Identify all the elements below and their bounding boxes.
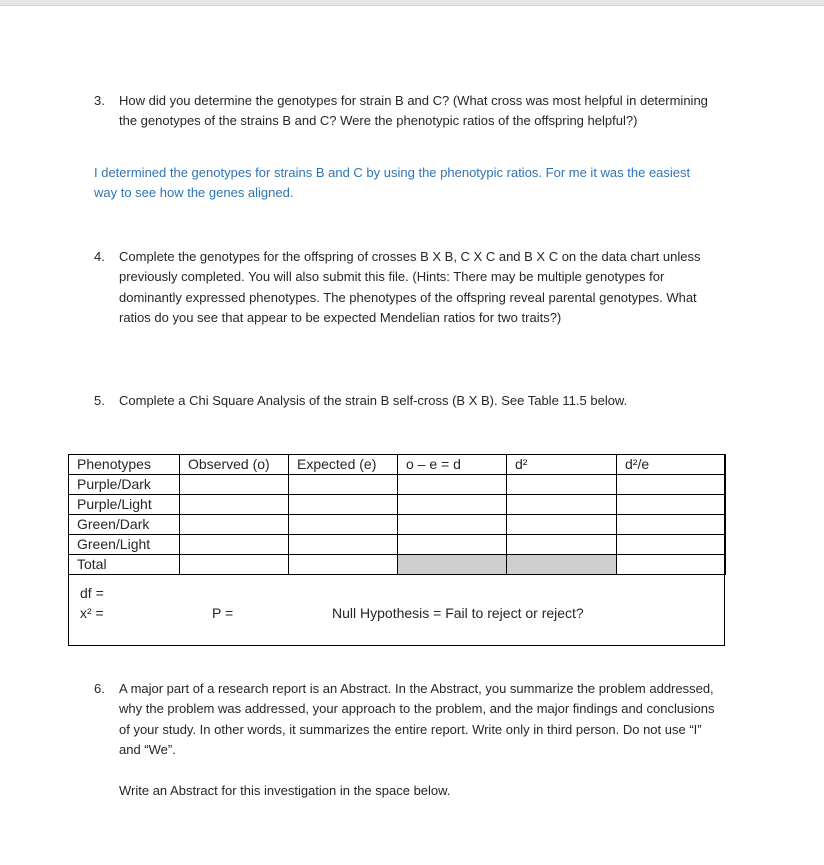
table-cell[interactable] <box>289 495 398 515</box>
row-label: Green/Dark <box>69 515 180 535</box>
shaded-cell <box>507 555 617 575</box>
table-row-total <box>69 555 726 575</box>
table-cell[interactable] <box>398 495 507 515</box>
question-5 <box>94 391 719 411</box>
chi-square-label: x² = <box>80 605 104 621</box>
table-cell[interactable] <box>507 535 617 555</box>
table-cell[interactable] <box>289 475 398 495</box>
table-header-row <box>69 455 726 475</box>
header-cell: d²/e <box>617 455 726 475</box>
question-text: A major part of a research report is an Abstract. In the Abstract, you summarize the problem addressed, why the problem was addressed, your approach to the problem, and the major findings and conclusions of your study. In other words, it summarizes the entire report. Write only in third person. Do not use “I” and “We”. <box>119 681 715 757</box>
table-cell[interactable] <box>289 555 398 575</box>
table-cell[interactable] <box>289 535 398 555</box>
instruction-text: Write an Abstract for this investigation in the space below. <box>119 783 451 798</box>
question-number: 4. <box>94 249 105 264</box>
shaded-cell <box>398 555 507 575</box>
table-cell[interactable] <box>180 495 289 515</box>
answer-3[interactable]: I determined the genotypes for strains B and C by using the phenotypic ratios. For me it was the easiest way to see how the genes aligned. <box>94 165 691 201</box>
table-cell[interactable] <box>617 555 726 575</box>
table-cell[interactable] <box>398 535 507 555</box>
question-number: 5. <box>94 393 105 408</box>
table-cell[interactable] <box>617 535 726 555</box>
p-value-label: P = <box>212 605 234 621</box>
table-cell[interactable] <box>507 515 617 535</box>
row-label: Purple/Light <box>69 495 180 515</box>
table-cell[interactable] <box>507 475 617 495</box>
table-row <box>69 495 726 515</box>
row-label: Green/Light <box>69 535 180 555</box>
table-cell[interactable] <box>180 535 289 555</box>
question-number: 3. <box>94 93 105 108</box>
header-cell: o – e = d <box>398 455 507 475</box>
header-cell: Observed (o) <box>180 455 289 475</box>
table-row <box>69 475 726 495</box>
df-label: df = <box>80 585 104 601</box>
abstract-instruction <box>94 781 719 801</box>
question-number: 6. <box>94 681 105 696</box>
row-label: Purple/Dark <box>69 475 180 495</box>
table-cell[interactable] <box>617 475 726 495</box>
question-text: Complete a Chi Square Analysis of the strain B self-cross (B X B). See Table 11.5 below. <box>119 393 628 408</box>
question-text: How did you determine the genotypes for strain B and C? (What cross was most helpful in determining the genotypes of the strains B and C? Were the phenotypic ratios of the offspring helpful?) <box>119 93 708 129</box>
table-cell[interactable] <box>289 515 398 535</box>
table-cell[interactable] <box>507 495 617 515</box>
table-cell[interactable] <box>180 555 289 575</box>
table-cell[interactable] <box>180 475 289 495</box>
header-cell: Expected (e) <box>289 455 398 475</box>
table-cell[interactable] <box>398 475 507 495</box>
question-text: Complete the genotypes for the offspring of crosses B X B, C X C and B X C on the data chart unless previously completed. You will also submit this file. (Hints: There may be multiple genotypes for dominantly expressed phenotypes. The phenotypes of the offspring reveal parental genotypes. What ratios do you see that appear to be expected Mendelian ratios for two traits?) <box>119 249 701 325</box>
header-cell: d² <box>507 455 617 475</box>
table-cell[interactable] <box>617 495 726 515</box>
header-cell: Phenotypes <box>69 455 180 475</box>
row-label: Total <box>69 555 180 575</box>
ruler-bar <box>0 0 824 6</box>
question-3 <box>94 91 719 132</box>
question-6 <box>94 679 719 760</box>
chi-square-table <box>68 454 725 646</box>
question-4 <box>94 247 719 328</box>
table-row <box>69 535 726 555</box>
table-cell[interactable] <box>180 515 289 535</box>
null-hypothesis-label: Null Hypothesis = Fail to reject or reject? <box>332 605 584 621</box>
table-row <box>69 515 726 535</box>
table-cell[interactable] <box>617 515 726 535</box>
table-cell[interactable] <box>398 515 507 535</box>
